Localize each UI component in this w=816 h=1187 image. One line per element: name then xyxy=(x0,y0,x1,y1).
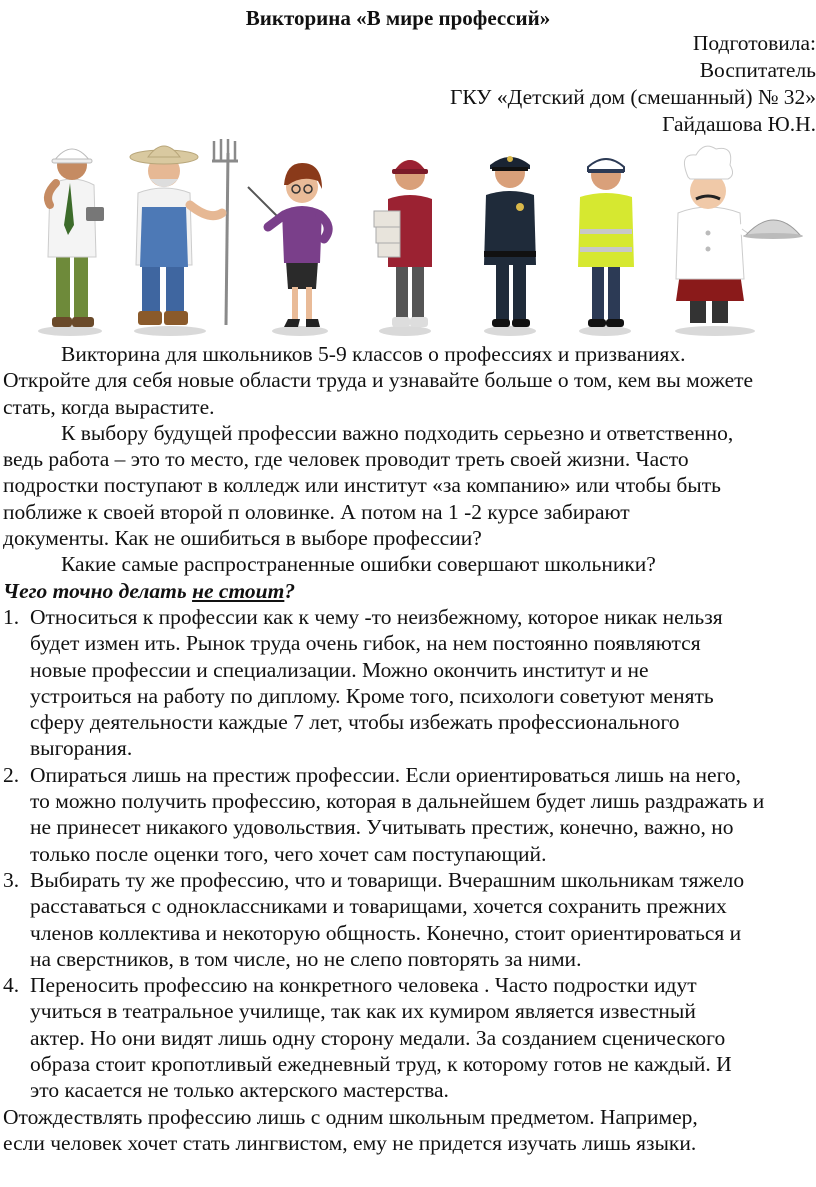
paragraph-line: поближе к своей второй п оловинке. А потом на 1 -2 курсе забирают xyxy=(3,499,630,524)
list-number: 1. xyxy=(3,604,20,629)
intro-line: Откройте для себя новые области труда и узнавайте больше о том, кем вы можете xyxy=(3,368,754,393)
paragraph-line: документы. Как не ошибиться в выборе профессии? xyxy=(3,526,482,551)
list-item xyxy=(3,604,816,762)
list-line: образа стоит кропотливый ежедневный труд, к которому готов не каждый. И xyxy=(30,1052,732,1077)
list-line: членов коллектива и некоторую общность. Конечно, стоит ориентироваться и xyxy=(30,920,742,945)
list-line: актер. Но они видят лишь одну сторону медали. За созданием сценического xyxy=(30,1025,726,1050)
list-number: 4. xyxy=(3,973,20,998)
closing-line: если человек хочет стать лингвистом, ему не придется изучать лишь языки. xyxy=(3,1130,697,1155)
police-officer-figure xyxy=(484,156,536,327)
credits-line-prepared: Подготовила: xyxy=(692,31,816,55)
mistakes-list xyxy=(3,604,816,1104)
list-line: это касается не только актерского мастерства. xyxy=(30,1078,449,1103)
heading-part: ? xyxy=(284,578,296,603)
document-title: Викторина «В мире профессий» xyxy=(245,6,551,30)
list-line: то можно получить профессию, которая в дальнейшем будет лишь раздражать и xyxy=(30,789,765,814)
list-item xyxy=(3,867,816,972)
list-line: не принесет никакого удовольствия. Учитывать престиж, конечно, важно, но xyxy=(30,815,734,840)
professions-illustration xyxy=(0,135,816,345)
traffic-officer-figure xyxy=(578,159,634,327)
intro-line: стать, когда вырастите. xyxy=(3,394,215,419)
teacher-figure xyxy=(248,163,328,327)
list-line: только после оценки того, чего хочет сам поступающий. xyxy=(30,841,547,866)
section-heading xyxy=(3,578,816,604)
paragraph-line: подростки поступают в колледж или институт «за компанию» или чтобы быть xyxy=(3,473,721,498)
heading-part: Чего точно делать xyxy=(3,578,193,603)
author-credits xyxy=(450,30,816,138)
list-line: на сверстников, в том числе, но не слепо повторять за ними. xyxy=(30,946,582,971)
list-number: 3. xyxy=(3,867,20,892)
list-line: новые профессии и специализации. Можно окончить институт и не xyxy=(30,657,649,682)
list-item xyxy=(3,972,816,1103)
courier-figure xyxy=(374,160,432,327)
list-line: сферу деятельности каждые 7 лет, чтобы избежать профессионального xyxy=(30,710,680,735)
list-line: расставаться с одноклассниками и товарищами, хочется сохранить прежних xyxy=(30,894,727,919)
list-line: Относиться к профессии как к чему -то неизбежному, которое никак нельзя xyxy=(30,604,723,629)
paragraph-line: ведь работа – это то место, где человек проводит треть своей жизни. Часто xyxy=(3,447,689,472)
list-item xyxy=(3,762,816,867)
builder-figure xyxy=(48,149,104,327)
closing-line: Отождествлять профессию лишь с одним школьным предметом. Например, xyxy=(3,1104,698,1129)
list-line: учиться в театральное училище, так как их кумиром является известный xyxy=(30,999,696,1024)
credits-line-position: Воспитатель xyxy=(699,58,816,82)
document-body xyxy=(3,341,816,1156)
list-number: 2. xyxy=(3,762,20,787)
heading-underlined: не стоит xyxy=(192,578,285,603)
credits-line-organization: ГКУ «Детский дом (смешанный) № 32» xyxy=(449,85,816,109)
paragraph-line: К выбору будущей профессии важно подходить серьезно и ответственно, xyxy=(61,420,734,445)
list-line: будет измен ить. Рынок труда очень гибок, на нем постоянно появляются xyxy=(30,631,701,656)
list-line: Опираться лишь на престиж профессии. Если ориентироваться лишь на него, xyxy=(30,762,742,787)
chef-figure xyxy=(676,146,803,323)
credits-line-author: Гайдашова Ю.Н. xyxy=(662,112,816,136)
list-line: Переносить профессию на конкретного человека . Часто подростки идут xyxy=(30,973,697,998)
list-line: выгорания. xyxy=(30,736,133,761)
intro-line: Викторина для школьников 5-9 классов о профессиях и призваниях. xyxy=(61,342,686,366)
farmer-figure xyxy=(130,139,238,325)
question-line: Какие самые распространенные ошибки совершают школьники? xyxy=(61,552,656,577)
list-line: Выбирать ту же профессию, что и товарищи. Вчерашним школьникам тяжело xyxy=(30,867,745,892)
list-line: устроиться на работу по диплому. Кроме того, психологи советуют менять xyxy=(30,683,714,708)
